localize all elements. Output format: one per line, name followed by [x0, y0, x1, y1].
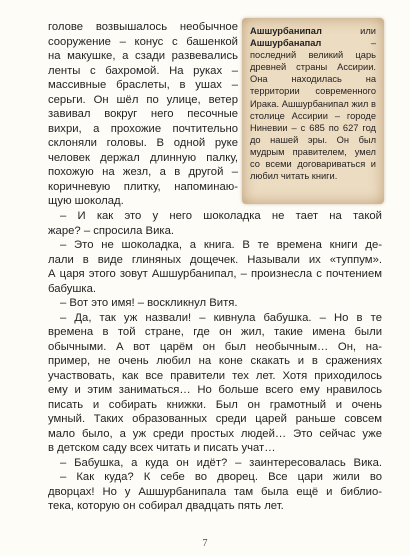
sidebar-note-text	[250, 25, 376, 182]
text-line: – Как куда? К себе во дворец. Все цари жили во	[60, 471, 382, 483]
term-name-2: Ашшурбанапал	[250, 38, 322, 49]
text-line: лали в виде глиняных дощечек. Называли их «туппум».	[48, 253, 382, 266]
text-line: пример, не очень любил на коне скакать и в сражениях	[48, 355, 382, 367]
main-text	[48, 209, 382, 514]
text-line: щую шоколад.	[48, 195, 124, 207]
text-line: – Это не шоколадка, а книга. В те времена книги де-	[60, 239, 382, 251]
text-line: – Да, так уж назвали! – кивнула бабушка. – Но в те	[60, 311, 382, 324]
text-line: вихри, а прохожие почтительно	[48, 122, 238, 135]
term-connector: или	[321, 26, 376, 36]
sidebar-note	[242, 18, 384, 204]
term-definition: – последний великий царь древней страны Ассирии. Она находилась на территории современного Ирака. Ашшурбанипал жил в столице Ассирии – городе Ниневии – с 685 по 627 год до нашей эры. Он был мудрым правителем, умел со всеми договариваться и любил читать книги.	[250, 38, 376, 182]
text-line: ему и этим заниматься… Но больше всего ему нравилось	[48, 384, 382, 396]
text-line: коричневую плитку, напоминаю-	[48, 180, 238, 193]
text-line: умный. Таких образованных среди царей раньше совсем	[48, 413, 382, 425]
text-line: массивные браслеты, в ушах –	[48, 79, 238, 91]
text-line: на макушке, а сзади развевались	[48, 50, 238, 62]
text-line: в детском саду всех читать и писать учат…	[48, 442, 276, 454]
text-line: жаре? – спросила Вика.	[48, 224, 175, 237]
left-column-text	[48, 20, 238, 209]
text-line: серьги. Он шёл по улице, ветер	[48, 93, 238, 106]
text-line: – Бабушка, а куда он идёт? – заинтересовалась Вика.	[60, 456, 382, 469]
text-line: ленты с бахромой. На руках –	[48, 64, 238, 77]
text-line: – И как это у него шоколадка не тает на такой	[60, 210, 382, 222]
text-line: завивал вокруг него песочные	[48, 108, 238, 120]
text-line: тека, которую он собирал двадцать пять лет.	[48, 500, 284, 512]
page-number: 7	[202, 538, 208, 549]
text-line: голове возвышалось необычное	[48, 21, 238, 33]
text-line: времена в той стране, где он жил, такие имена были	[48, 326, 382, 338]
text-line: писать и собирать книжки. Был он грамотный и очень	[48, 398, 382, 411]
text-line: мало было, а уж среди простых людей… Это сейчас уже	[48, 427, 382, 440]
text-line: обычными. А вот царём он был необычным… Он, на-	[48, 340, 382, 353]
text-line: человек держал длинную палку,	[48, 151, 238, 164]
text-line: участвовать, как все правители тех лет. Хотя приходилось	[48, 369, 382, 382]
text-line: похожую на жезл, а в другой –	[48, 166, 238, 178]
text-line: дворцах! Но у Ашшурбанипала там была ещё и библио-	[48, 485, 382, 498]
text-line: бабушка.	[48, 282, 97, 295]
text-line: – Вот это имя! – воскликнул Витя.	[60, 297, 238, 309]
text-line: склоняли головы. В одной руке	[48, 137, 238, 149]
text-line: А царя этого зовут Ашшурбанипал, – произнесла с почтением	[48, 268, 382, 280]
text-line: сооружение – конус с башенкой	[48, 35, 238, 48]
term-name-1: Ашшурбанипал	[250, 26, 322, 36]
